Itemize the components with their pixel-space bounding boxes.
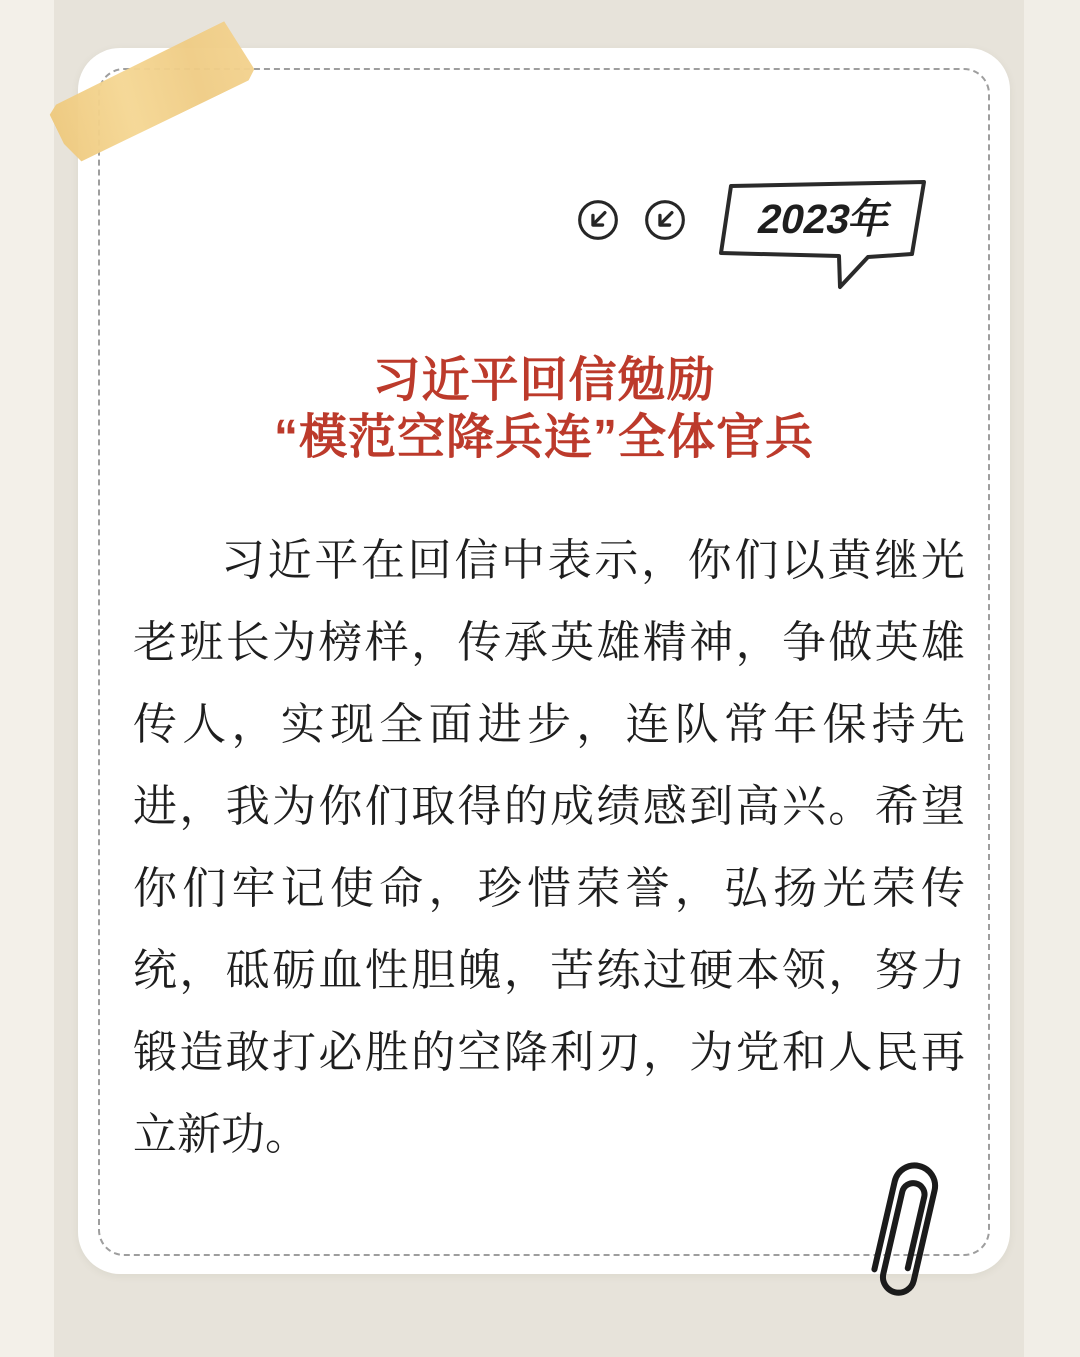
right-edge-strip bbox=[1024, 0, 1080, 1357]
body-line: 锻造敢打必胜的空降利刃，为党和人民再 bbox=[133, 1028, 965, 1077]
title-line-1: 习近平回信勉励 bbox=[372, 354, 716, 407]
body-line: 进，我为你们取得的成绩感到高兴。希望 bbox=[133, 782, 965, 831]
year-speech-bubble bbox=[718, 180, 930, 296]
year-badge-label: 2023年 bbox=[754, 195, 897, 242]
body-line: 传人，实现全面进步，连队常年保持先 bbox=[133, 700, 965, 749]
article-body bbox=[133, 520, 965, 1176]
body-line: 习近平在回信中表示，你们以黄继光 bbox=[221, 536, 965, 585]
arrow-down-left-circle-icon bbox=[576, 198, 620, 242]
article-title bbox=[98, 352, 990, 466]
title-line-2: “模范空降兵连”全体官兵 bbox=[273, 411, 814, 464]
body-line: 老班长为榜样，传承英雄精神，争做英雄 bbox=[133, 618, 965, 667]
body-line: 立新功。 bbox=[133, 1110, 309, 1159]
stamp-icon-row bbox=[576, 198, 687, 242]
arrow-down-left-circle-icon bbox=[643, 198, 687, 242]
body-line: 统，砥砺血性胆魄，苦练过硬本领，努力 bbox=[133, 946, 965, 995]
left-edge-strip bbox=[0, 0, 54, 1357]
body-line: 你们牢记使命，珍惜荣誉，弘扬光荣传 bbox=[133, 864, 965, 913]
